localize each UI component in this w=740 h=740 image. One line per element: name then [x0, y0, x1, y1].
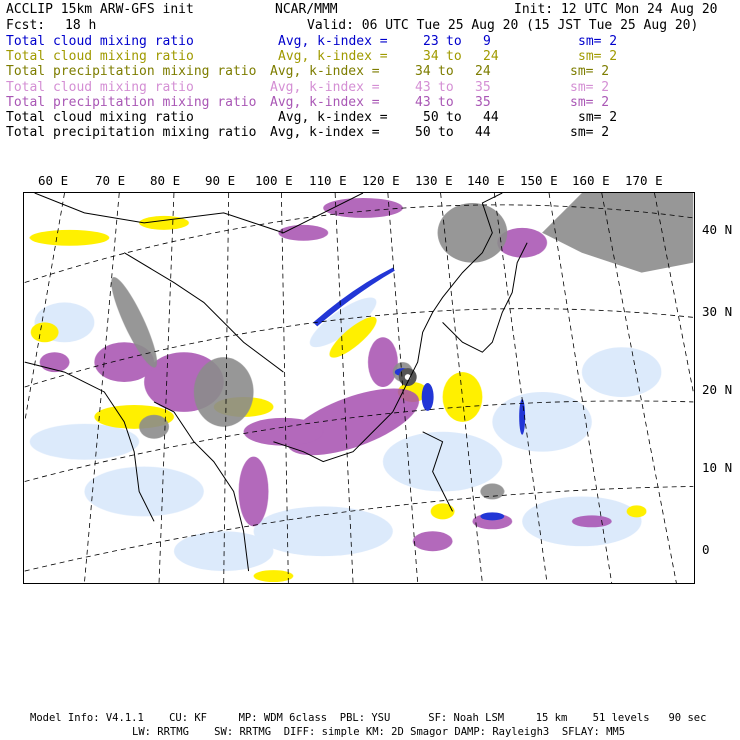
field-k1: 43 [415, 79, 431, 95]
field-sm: sm= 2 [570, 125, 610, 141]
field-k1: 34 [423, 49, 439, 65]
field-avg: Avg, k-index = [278, 110, 388, 125]
model-info-line2: LW: RRTMG SW: RRTMG DIFF: simple KM: 2D Smagor DAMP: Rayleigh3 SFLAY: MM5 [132, 726, 626, 738]
field-name: Total precipitation mixing ratio [6, 64, 257, 80]
field-avg: Avg, k-index = [278, 34, 388, 49]
lon-label: 120 E [362, 173, 400, 188]
field-k1: 50 [415, 125, 431, 141]
field-sm: sm= 2 [570, 94, 610, 110]
field-avg: Avg, k-index = [270, 64, 380, 80]
lon-label: 80 E [150, 173, 181, 188]
field-sm: sm= 2 [570, 79, 610, 95]
lon-label: 150 E [520, 173, 558, 188]
lon-label: 160 E [572, 173, 610, 188]
field-k2: 9 [483, 34, 491, 49]
valid-time: Valid: 06 UTC Tue 25 Aug 20 (15 JST Tue 25 Aug 20) [307, 18, 699, 33]
model-info-line1: Model Info: V4.1.1 CU: KF MP: WDM 6class PBL: YSU SF: Noah LSM 15 km 51 levels 90 sec [30, 712, 707, 724]
field-to: to [438, 64, 454, 80]
lat-label: 40 N [702, 222, 733, 237]
lat-label: 0 [702, 542, 710, 557]
fcst-label: Fcst: [6, 18, 46, 33]
lat-label: 10 N [702, 460, 733, 475]
field-k1: 23 [423, 34, 439, 49]
title-left: ACCLIP 15km ARW-GFS init [6, 2, 194, 17]
field-k2: 35 [475, 94, 491, 110]
field-name: Total cloud mixing ratio [6, 110, 194, 125]
lon-label: 90 E [205, 173, 236, 188]
field-avg: Avg, k-index = [270, 125, 380, 141]
typhoon-marker [399, 368, 417, 386]
field-name: Total precipitation mixing ratio [6, 94, 257, 110]
field-to: to [446, 49, 462, 65]
title-center: NCAR/MMM [275, 2, 338, 17]
init-time: Init: 12 UTC Mon 24 Aug 20 [514, 2, 718, 17]
field-name: Total cloud mixing ratio [6, 34, 194, 49]
lon-label: 130 E [415, 173, 453, 188]
weather-map [23, 192, 695, 584]
field-k1: 50 [423, 110, 439, 125]
field-to: to [438, 125, 454, 141]
field-k2: 44 [483, 110, 499, 125]
field-sm: sm= 2 [578, 110, 618, 125]
field-name: Total cloud mixing ratio [6, 79, 194, 95]
field-sm: sm= 2 [578, 49, 618, 65]
field-to: to [438, 94, 454, 110]
field-avg: Avg, k-index = [270, 94, 380, 110]
field-k2: 35 [475, 79, 491, 95]
field-name: Total precipitation mixing ratio [6, 125, 257, 141]
lon-label: 60 E [38, 173, 69, 188]
lon-label: 70 E [95, 173, 126, 188]
field-k2: 24 [483, 49, 499, 65]
field-avg: Avg, k-index = [278, 49, 388, 65]
lat-label: 20 N [702, 382, 733, 397]
lon-label: 170 E [625, 173, 663, 188]
lat-label: 30 N [702, 304, 733, 319]
lon-label: 110 E [309, 173, 347, 188]
field-to: to [446, 34, 462, 49]
fcst-value: 18 h [65, 18, 97, 33]
field-k2: 24 [475, 64, 491, 80]
field-name: Total cloud mixing ratio [6, 49, 194, 65]
field-sm: sm= 2 [578, 34, 618, 49]
field-avg: Avg, k-index = [270, 79, 380, 95]
field-to: to [438, 79, 454, 95]
lon-label: 100 E [255, 173, 293, 188]
field-to: to [446, 110, 462, 125]
field-k2: 44 [475, 125, 491, 141]
field-k1: 43 [415, 94, 431, 110]
field-sm: sm= 2 [570, 64, 610, 80]
lon-label: 140 E [467, 173, 505, 188]
field-k1: 34 [415, 64, 431, 80]
